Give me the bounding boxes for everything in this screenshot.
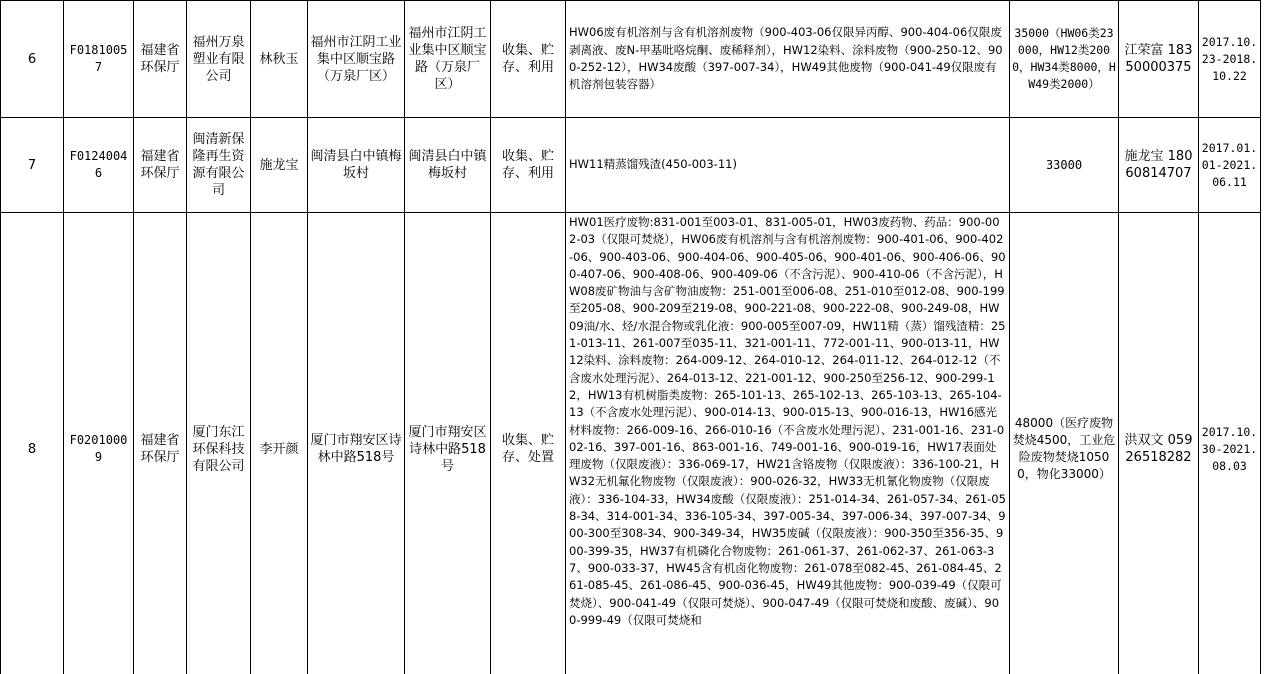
- validity-period: 2017.01.01-2021.06.11: [1199, 118, 1261, 213]
- permit-code: F02010009: [64, 213, 134, 674]
- annual-capacity: 48000（医疗废物焚烧4500，工业危险废物焚烧10500，物化33000）: [1010, 213, 1119, 674]
- validity-period: 2017.10.30-2021.08.03: [1199, 213, 1261, 674]
- permit-code: F01240046: [64, 118, 134, 213]
- waste-categories: HW01医疗废物:831-001至003-01、831-005-01，HW03废药物、药品：900-002-03（仅限可焚烧），HW06废有机溶剂与含有机溶剂废物：900-401-06、900-402-06、900-403-06、900-404-06、900-405-06、900-401-06、900-406-06、900-407-06、900-408-06、900-409-06（不含污泥）、900-410-06（不含污泥），HW08废矿物油与含矿物油废物：251-001至006-08、251-010至012-08、900-199至205-08、900-209至219-08、900-221-08、900-222-08、900-249-08，HW09油/水、烃/水混合物或乳化液：900-005至007-09，HW11精（蒸）馏残渣精：251-013-11、261-007至035-11、321-001-11、772-001-11、900-013-11，HW12染料、涂料废物：264-009-12、264-010-12、264-011-12、264-012-12（不含废水处理污泥）、264-013-12、221-001-12、900-250至256-12、900-299-12，HW13有机树脂类废物：265-101-13、265-102-13、265-103-13、265-104-13（不含废水处理污泥）、900-014-13、900-015-13、900-016-13，HW16感光材料废物：266-009-16、266-010-16（不含废水处理污泥）、231-001-16、231-002-16、397-001-16、863-001-16、749-001-16、900-019-16，HW17表面处理废物（仅限废液）：336-069-17，HW21含铬废物（仅限废液）：336-100-21，HW32无机氟化物废物（仅限废液）：900-026-32，HW33无机氰化物废物（仅限废液）：336-104-33，HW34废酸（仅限废液）：251-014-34、261-057-34、261-058-34、314-001-34、336-105-34、397-005-34、397-006-34、397-007-34、900-300至308-34、900-349-34，HW35废碱（仅限废液）：900-350至356-35、900-399-35，HW37有机磷化合物废物：261-061-37、261-062-37、261-063-37、900-033-37，HW45含有机卤化物废物：261-078至082-45、261-084-45、261-085-45、261-086-45、900-036-45，HW49其他废物：900-039-49（仅限可焚烧）、900-041-49（仅限可焚烧）、900-047-49（仅限可焚烧和废酸、废碱）、900-999-49（仅限可焚烧和: [566, 213, 1010, 674]
- table-row: [1, 118, 1261, 213]
- company-name: 福州万泉塑业有限公司: [187, 1, 251, 118]
- permit-code: F01810057: [64, 1, 134, 118]
- contact-person: 洪双文 05926518282: [1119, 213, 1199, 674]
- waste-categories: HW11精蒸馏残渣(450-003-11): [566, 118, 1010, 213]
- validity-period: 2017.10.23-2018.10.22: [1199, 1, 1261, 118]
- legal-representative: 施龙宝: [251, 118, 308, 213]
- facility-address: 厦门市翔安区诗林中路518号: [405, 213, 491, 674]
- row-number: 6: [1, 1, 64, 118]
- operation-method: 收集、贮存、处置: [491, 213, 566, 674]
- issuing-authority: 福建省环保厅: [134, 213, 187, 674]
- waste-categories: HW06废有机溶剂与含有机溶剂废物（900-403-06仅限异丙醇、900-404-06仅限废剥离液、废N-甲基吡咯烷酮、废稀释剂），HW12染料、涂料废物（900-250-12、900-252-12），HW34废酸（397-007-34），HW49其他废物（900-041-49仅限废有机溶剂包装容器）: [566, 1, 1010, 118]
- registered-address: 厦门市翔安区诗林中路518号: [308, 213, 405, 674]
- company-name: 闽清新保隆再生资源有限公司: [187, 118, 251, 213]
- facility-address: 闽清县白中镇梅坂村: [405, 118, 491, 213]
- row-number: 8: [1, 213, 64, 674]
- company-name: 厦门东江环保科技有限公司: [187, 213, 251, 674]
- row-number: 7: [1, 118, 64, 213]
- table-row: [1, 213, 1261, 674]
- contact-person: 江荣富 18350000375: [1119, 1, 1199, 118]
- operation-method: 收集、贮存、利用: [491, 118, 566, 213]
- table-row: [1, 1, 1261, 118]
- issuing-authority: 福建省环保厅: [134, 1, 187, 118]
- registered-address: 闽清县白中镇梅坂村: [308, 118, 405, 213]
- operation-method: 收集、贮存、利用: [491, 1, 566, 118]
- annual-capacity: 33000: [1010, 118, 1119, 213]
- facility-address: 福州市江阴工业集中区顺宝路（万泉厂区）: [405, 1, 491, 118]
- registered-address: 福州市江阴工业集中区顺宝路（万泉厂区）: [308, 1, 405, 118]
- annual-capacity: 35000（HW06类23000，HW12类2000，HW34类8000，HW49类2000）: [1010, 1, 1119, 118]
- legal-representative: 李开颜: [251, 213, 308, 674]
- legal-representative: 林秋玉: [251, 1, 308, 118]
- contact-person: 施龙宝 18060814707: [1119, 118, 1199, 213]
- issuing-authority: 福建省环保厅: [134, 118, 187, 213]
